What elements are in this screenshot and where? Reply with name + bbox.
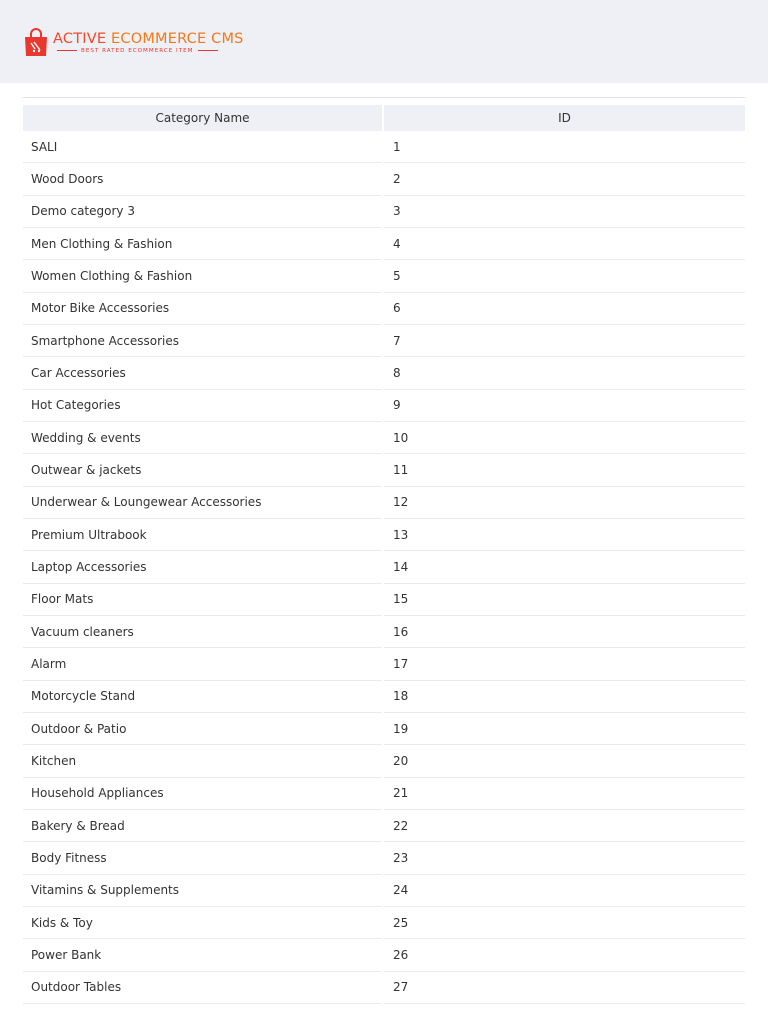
cell-id: 8 [384, 357, 745, 389]
cell-category-name: Premium Ultrabook [23, 519, 382, 551]
cell-category-name: Men Clothing & Fashion [23, 228, 382, 260]
cell-id: 21 [384, 778, 745, 810]
cell-category-name: Hot Categories [23, 390, 382, 422]
table-row [23, 260, 745, 292]
cell-category-name: Laptop Accessories [23, 551, 382, 583]
brand-title-part2: ECOMMERCE CMS [111, 30, 244, 47]
shopping-bag-icon [23, 27, 49, 57]
cell-id: 25 [384, 907, 745, 939]
cell-category-name: Wedding & events [23, 422, 382, 454]
categories-table [23, 105, 745, 1004]
tagline-divider-left [57, 50, 77, 51]
table-row [23, 972, 745, 1004]
cell-category-name: Kids & Toy [23, 907, 382, 939]
cell-id: 3 [384, 196, 745, 228]
cell-id: 9 [384, 390, 745, 422]
table-row [23, 551, 745, 583]
brand-tagline-row [53, 48, 244, 54]
cell-id: 10 [384, 422, 745, 454]
table-body [23, 131, 745, 1004]
table-row [23, 584, 745, 616]
cell-id: 7 [384, 325, 745, 357]
cell-id: 15 [384, 584, 745, 616]
cell-category-name: Vitamins & Supplements [23, 875, 382, 907]
divider [23, 97, 745, 98]
table-row [23, 778, 745, 810]
cell-id: 22 [384, 810, 745, 842]
column-header-id: ID [384, 105, 745, 131]
table-row [23, 810, 745, 842]
cell-category-name: Motor Bike Accessories [23, 293, 382, 325]
table-row [23, 519, 745, 551]
cell-id: 12 [384, 487, 745, 519]
cell-category-name: Outdoor & Patio [23, 713, 382, 745]
table-row [23, 487, 745, 519]
tagline-divider-right [198, 50, 218, 51]
table-row [23, 325, 745, 357]
table-row [23, 422, 745, 454]
cell-id: 27 [384, 972, 745, 1004]
table-row [23, 681, 745, 713]
cell-category-name: Power Bank [23, 939, 382, 971]
cell-category-name: Wood Doors [23, 163, 382, 195]
table-row [23, 907, 745, 939]
table-row [23, 616, 745, 648]
brand-tagline: BEST RATED ECOMMERCE ITEM [81, 47, 194, 54]
cell-id: 2 [384, 163, 745, 195]
cell-category-name: Floor Mats [23, 584, 382, 616]
table-header [23, 105, 745, 131]
table-row [23, 196, 745, 228]
cell-category-name: Household Appliances [23, 778, 382, 810]
brand-title-part1: ACTIVE [53, 30, 112, 47]
cell-category-name: SALI [23, 131, 382, 163]
table-row [23, 454, 745, 486]
cell-id: 6 [384, 293, 745, 325]
brand-title [53, 31, 244, 47]
cell-id: 4 [384, 228, 745, 260]
cell-category-name: Motorcycle Stand [23, 681, 382, 713]
cell-id: 19 [384, 713, 745, 745]
cell-category-name: Underwear & Loungewear Accessories [23, 487, 382, 519]
brand-logo[interactable] [23, 27, 244, 57]
cell-id: 11 [384, 454, 745, 486]
cell-category-name: Car Accessories [23, 357, 382, 389]
table-row [23, 745, 745, 777]
cell-category-name: Body Fitness [23, 842, 382, 874]
table-row [23, 939, 745, 971]
table-row [23, 228, 745, 260]
table-row [23, 131, 745, 163]
cell-category-name: Vacuum cleaners [23, 616, 382, 648]
cell-id: 16 [384, 616, 745, 648]
cell-id: 23 [384, 842, 745, 874]
table-row [23, 875, 745, 907]
cell-id: 5 [384, 260, 745, 292]
cell-category-name: Smartphone Accessories [23, 325, 382, 357]
cell-id: 24 [384, 875, 745, 907]
cell-id: 14 [384, 551, 745, 583]
cell-category-name: Outwear & jackets [23, 454, 382, 486]
cell-id: 20 [384, 745, 745, 777]
cell-id: 18 [384, 681, 745, 713]
table-row [23, 713, 745, 745]
cell-id: 1 [384, 131, 745, 163]
cell-category-name: Kitchen [23, 745, 382, 777]
cell-category-name: Alarm [23, 648, 382, 680]
cell-id: 13 [384, 519, 745, 551]
table-row [23, 293, 745, 325]
table-row [23, 163, 745, 195]
cell-category-name: Bakery & Bread [23, 810, 382, 842]
page-header [0, 0, 768, 83]
cell-category-name: Outdoor Tables [23, 972, 382, 1004]
table-row [23, 390, 745, 422]
table-row [23, 648, 745, 680]
cell-id: 26 [384, 939, 745, 971]
column-header-category-name: Category Name [23, 105, 382, 131]
cell-category-name: Women Clothing & Fashion [23, 260, 382, 292]
cell-id: 17 [384, 648, 745, 680]
table-row [23, 842, 745, 874]
cell-category-name: Demo category 3 [23, 196, 382, 228]
table-row [23, 357, 745, 389]
